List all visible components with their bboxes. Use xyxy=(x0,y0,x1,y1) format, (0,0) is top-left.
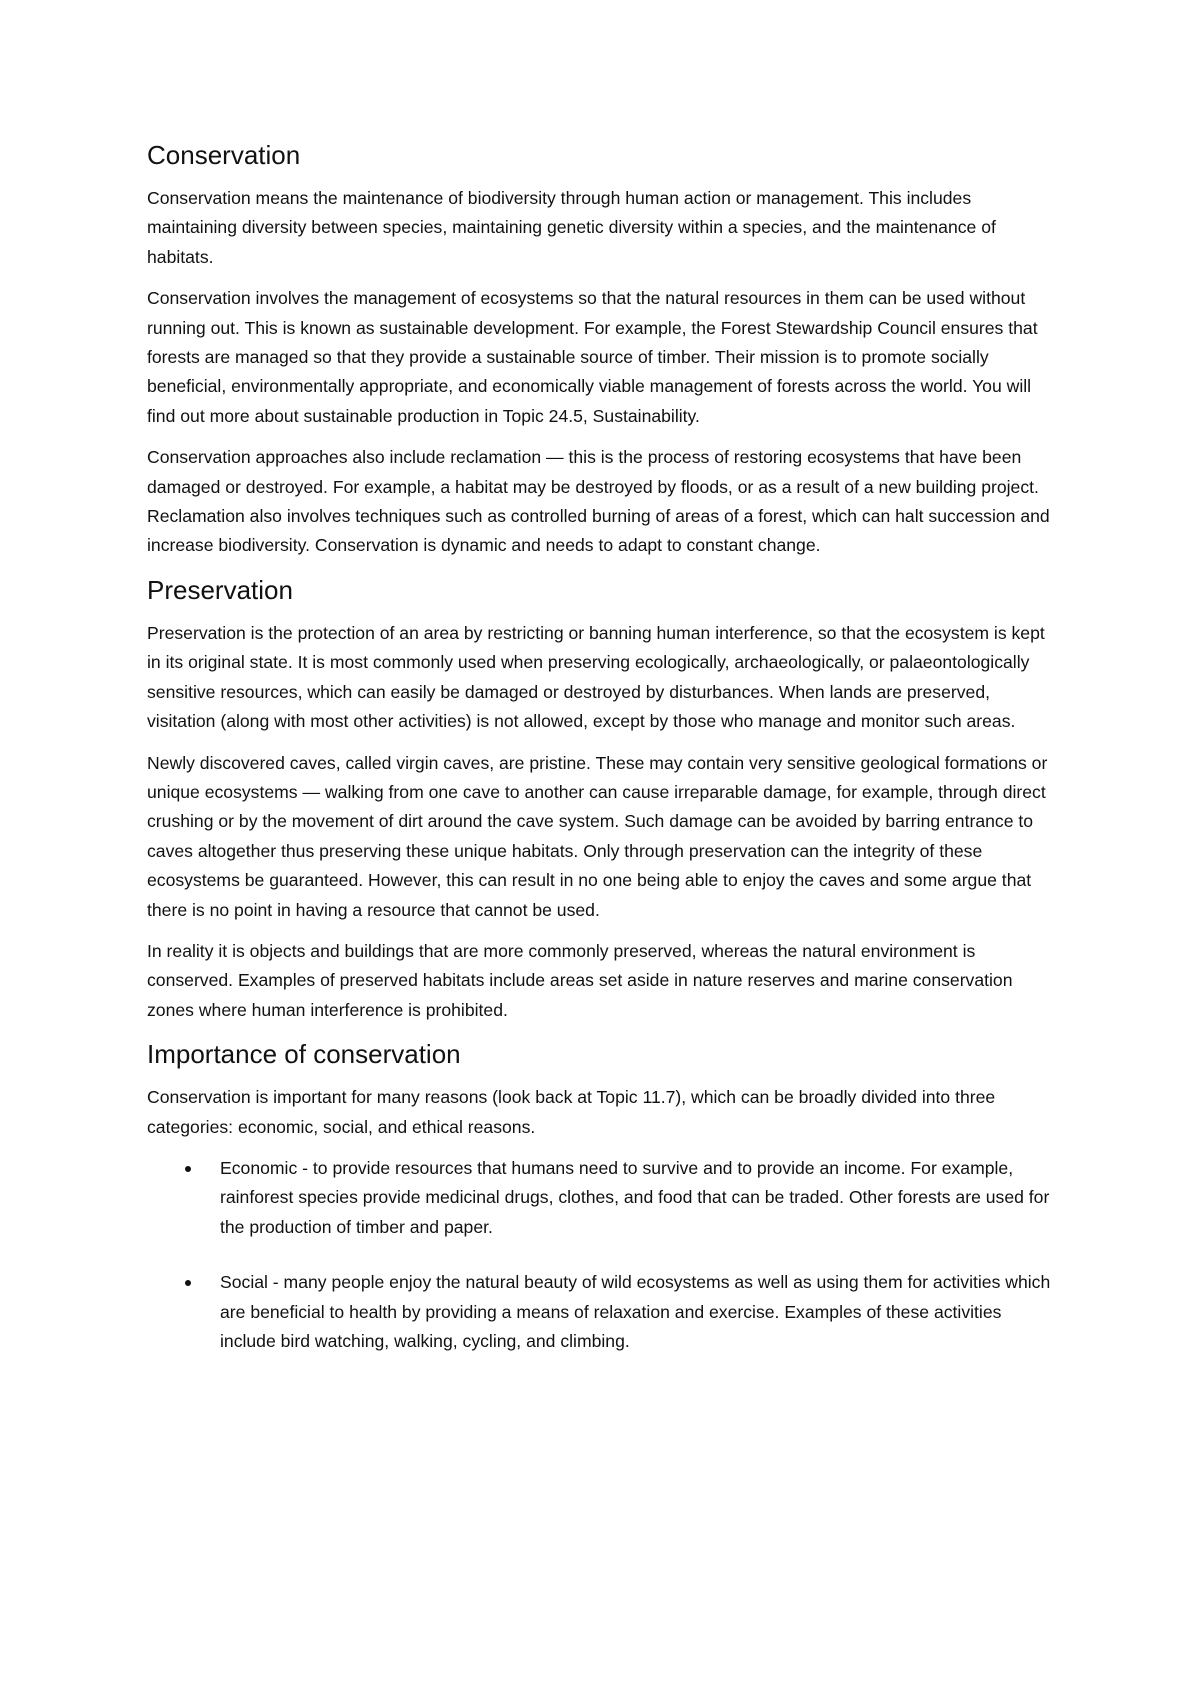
paragraph: Conservation is important for many reasons (look back at Topic 11.7), which can be broadly divided into three categories: economic, social, and ethical reasons. xyxy=(147,1087,996,1137)
list-item xyxy=(147,1154,1057,1242)
paragraph: In reality it is objects and buildings that are more commonly preserved, whereas the natural environment is conserved. Examples of preserved habitats include areas set aside in nature reserves and marine conservation zones where human interference is prohibited. xyxy=(147,940,1013,1020)
heading-importance-of-conservation: Importance of conservation xyxy=(147,1039,461,1070)
paragraph: Preservation is the protection of an area by restricting or banning human interference, so that the ecosystem is kept in its original state. It is most commonly used when preserving ecologically, archaeologically, or palaeontologically sensitive resources, which can easily be damaged or destroyed by disturbances. When lands are preserved, visitation (along with most other activities) is not allowed, except by those who manage and monitor such areas. xyxy=(147,622,1045,732)
paragraph: Newly discovered caves, called virgin caves, are pristine. These may contain very sensitive geological formations or unique ecosystems — walking from one cave to another can cause irreparable damage, for example, through direct crushing or by the movement of dirt around the cave system. Such damage can be avoided by barring entrance to caves altogether thus preserving these unique habitats. Only through preservation can the integrity of these ecosystems be guaranteed. However, this can result in no one being able to enjoy the caves and some argue that there is no point in having a resource that cannot be used. xyxy=(147,752,1048,920)
paragraph: Conservation means the maintenance of biodiversity through human action or management. This includes maintaining diversity between species, maintaining genetic diversity within a species, and the maintenance of habitats. xyxy=(147,188,996,267)
bullet-icon xyxy=(185,1280,191,1286)
bullet-list xyxy=(147,1154,1057,1356)
list-item-text: Social - many people enjoy the natural beauty of wild ecosystems as well as using them for activities which are beneficial to health by providing a means of relaxation and exercise. Examples of these activities include bird watching, walking, cycling, and climbing. xyxy=(220,1272,1051,1351)
heading-conservation: Conservation xyxy=(147,140,301,170)
paragraph: Conservation involves the management of ecosystems so that the natural resources in them can be used without running out. This is known as sustainable development. For example, the Forest Stewardship Council ensures that forests are managed so that they provide a sustainable source of timber. Their mission is to promote socially beneficial, environmentally appropriate, and economically viable management of forests across the world. You will find out more about sustainable production in Topic 24.5, Sustainability. xyxy=(147,288,1038,426)
document-page xyxy=(147,138,1057,1382)
heading-preservation: Preservation xyxy=(147,574,293,605)
bullet-icon xyxy=(185,1166,191,1172)
list-item-text: Economic - to provide resources that humans need to survive and to provide an income. For example, rainforest species provide medicinal drugs, clothes, and food that can be traded. Other forests are used for the production of timber and paper. xyxy=(220,1157,1050,1237)
list-item xyxy=(147,1268,1057,1356)
paragraph: Conservation approaches also include reclamation — this is the process of restoring ecosystems that have been damaged or destroyed. For example, a habitat may be destroyed by floods, or as a result of a new building project. Reclamation also involves techniques such as controlled burning of areas of a forest, which can halt succession and increase biodiversity. Conservation is dynamic and needs to adapt to constant change. xyxy=(147,447,1050,556)
